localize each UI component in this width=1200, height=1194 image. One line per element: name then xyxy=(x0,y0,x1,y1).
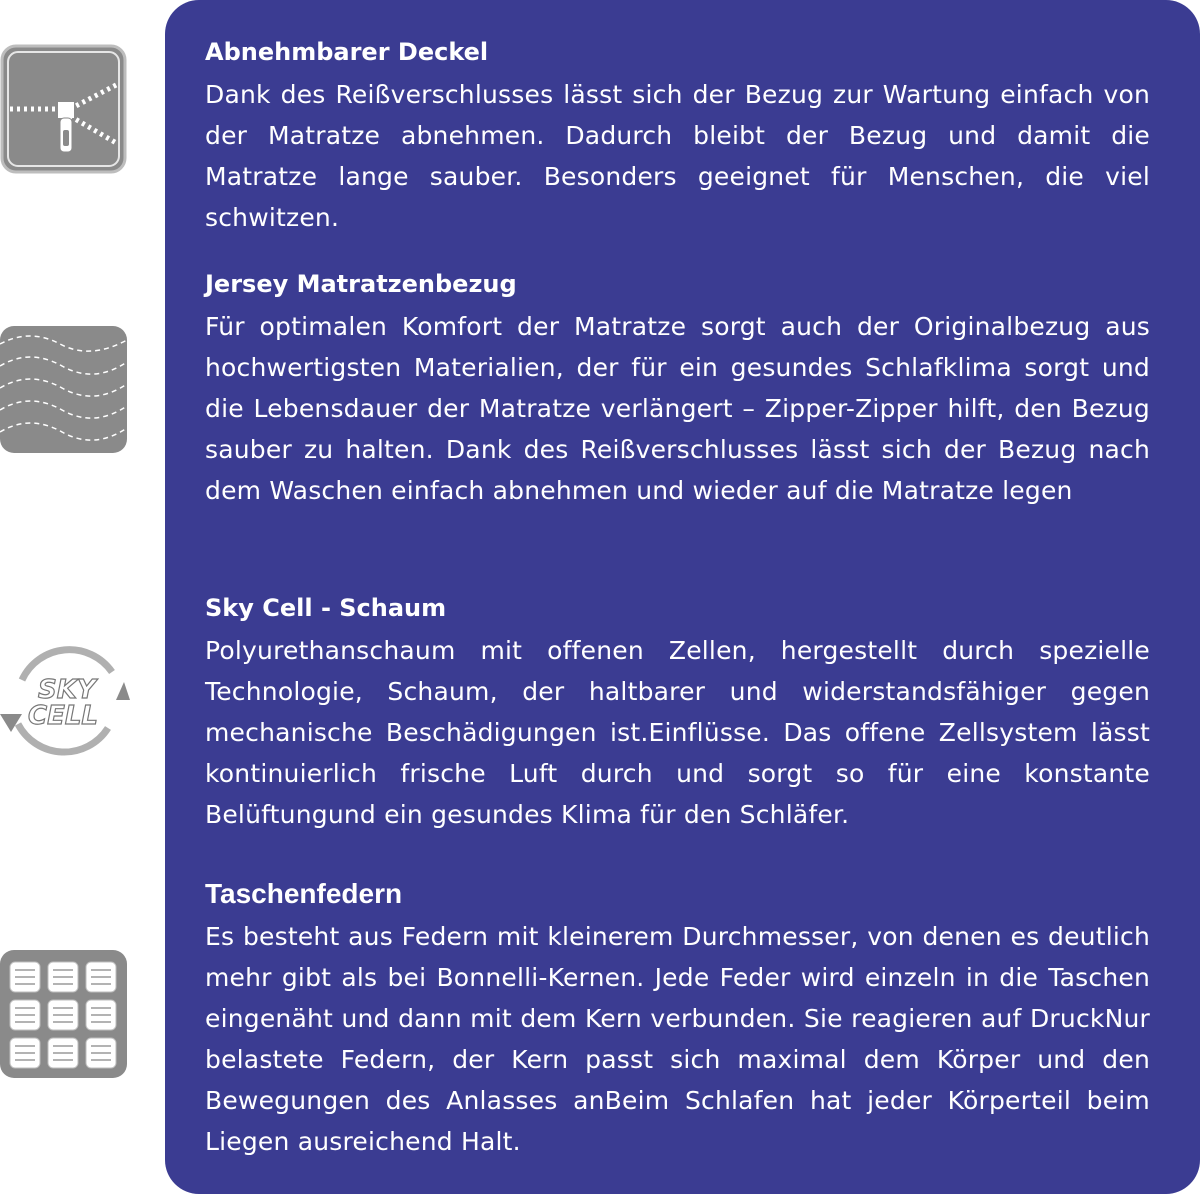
section-text: Dank des Reißverschlusses lässt sich der Bezug zur Wartung einfach von der Matratze abnehmen. Dadurch bleibt der Bezug und damit die Matratze lange sauber. Besonders geeignet für Menschen, die viel schwitzen. xyxy=(205,80,1150,232)
section-text: Polyurethanschaum mit offenen Zellen, hergestellt durch spezielle Technologie, Schaum, der haltbarer und widerstandsfähiger gegen mechanische Beschädigungen ist.Einflüsse. Das offene Zellsystem lässt kontinuierlich frische Luft durch und sorgt so für eine konstante Belüftungund ein gesundes Klima für den Schläfer. xyxy=(205,636,1150,829)
section-jersey-matratzenbezug xyxy=(205,268,1150,511)
section-title: Abnehmbarer Deckel xyxy=(205,38,489,66)
sky-cell-icon xyxy=(0,640,130,758)
section-title: Sky Cell - Schaum xyxy=(205,594,447,622)
section-sky-cell-schaum xyxy=(205,592,1150,835)
sky-cell-logo-line2: CELL xyxy=(28,701,98,731)
section-text: Für optimalen Komfort der Matratze sorgt auch der Originalbezug aus hochwertigsten Materialien, der für ein gesundes Schlafklima sorgt und die Lebensdauer der Matratze verlängert – Zipper-Zipper hilft, den Bezug sauber zu halten. Dank des Reißverschlusses lässt sich der Bezug nach dem Waschen einfach abnehmen und wieder auf die Matratze legen xyxy=(205,312,1150,505)
jersey-fabric-icon xyxy=(0,326,127,453)
section-taschenfedern xyxy=(205,878,1150,1162)
section-title: Jersey Matratzenbezug xyxy=(205,270,517,298)
zipper-icon xyxy=(0,44,127,174)
section-text: Es besteht aus Federn mit kleinerem Durchmesser, von denen es deutlich mehr gibt als bei Bonnelli-Kernen. Jede Feder wird einzeln in die Taschen eingenäht und dann mit dem Kern verbunden. Sie reagieren auf DruckNur belastete Federn, der Kern passt sich maximal dem Körper und den Bewegungen des Anlasses anBeim Schlafen hat jeder Körperteil beim Liegen ausreichend Halt. xyxy=(205,922,1150,1156)
section-title: Taschenfedern xyxy=(205,878,403,909)
sky-cell-logo-line1: SKY xyxy=(38,675,96,705)
section-abnehmbarer-deckel xyxy=(205,36,1150,238)
pocket-springs-icon xyxy=(0,950,127,1078)
